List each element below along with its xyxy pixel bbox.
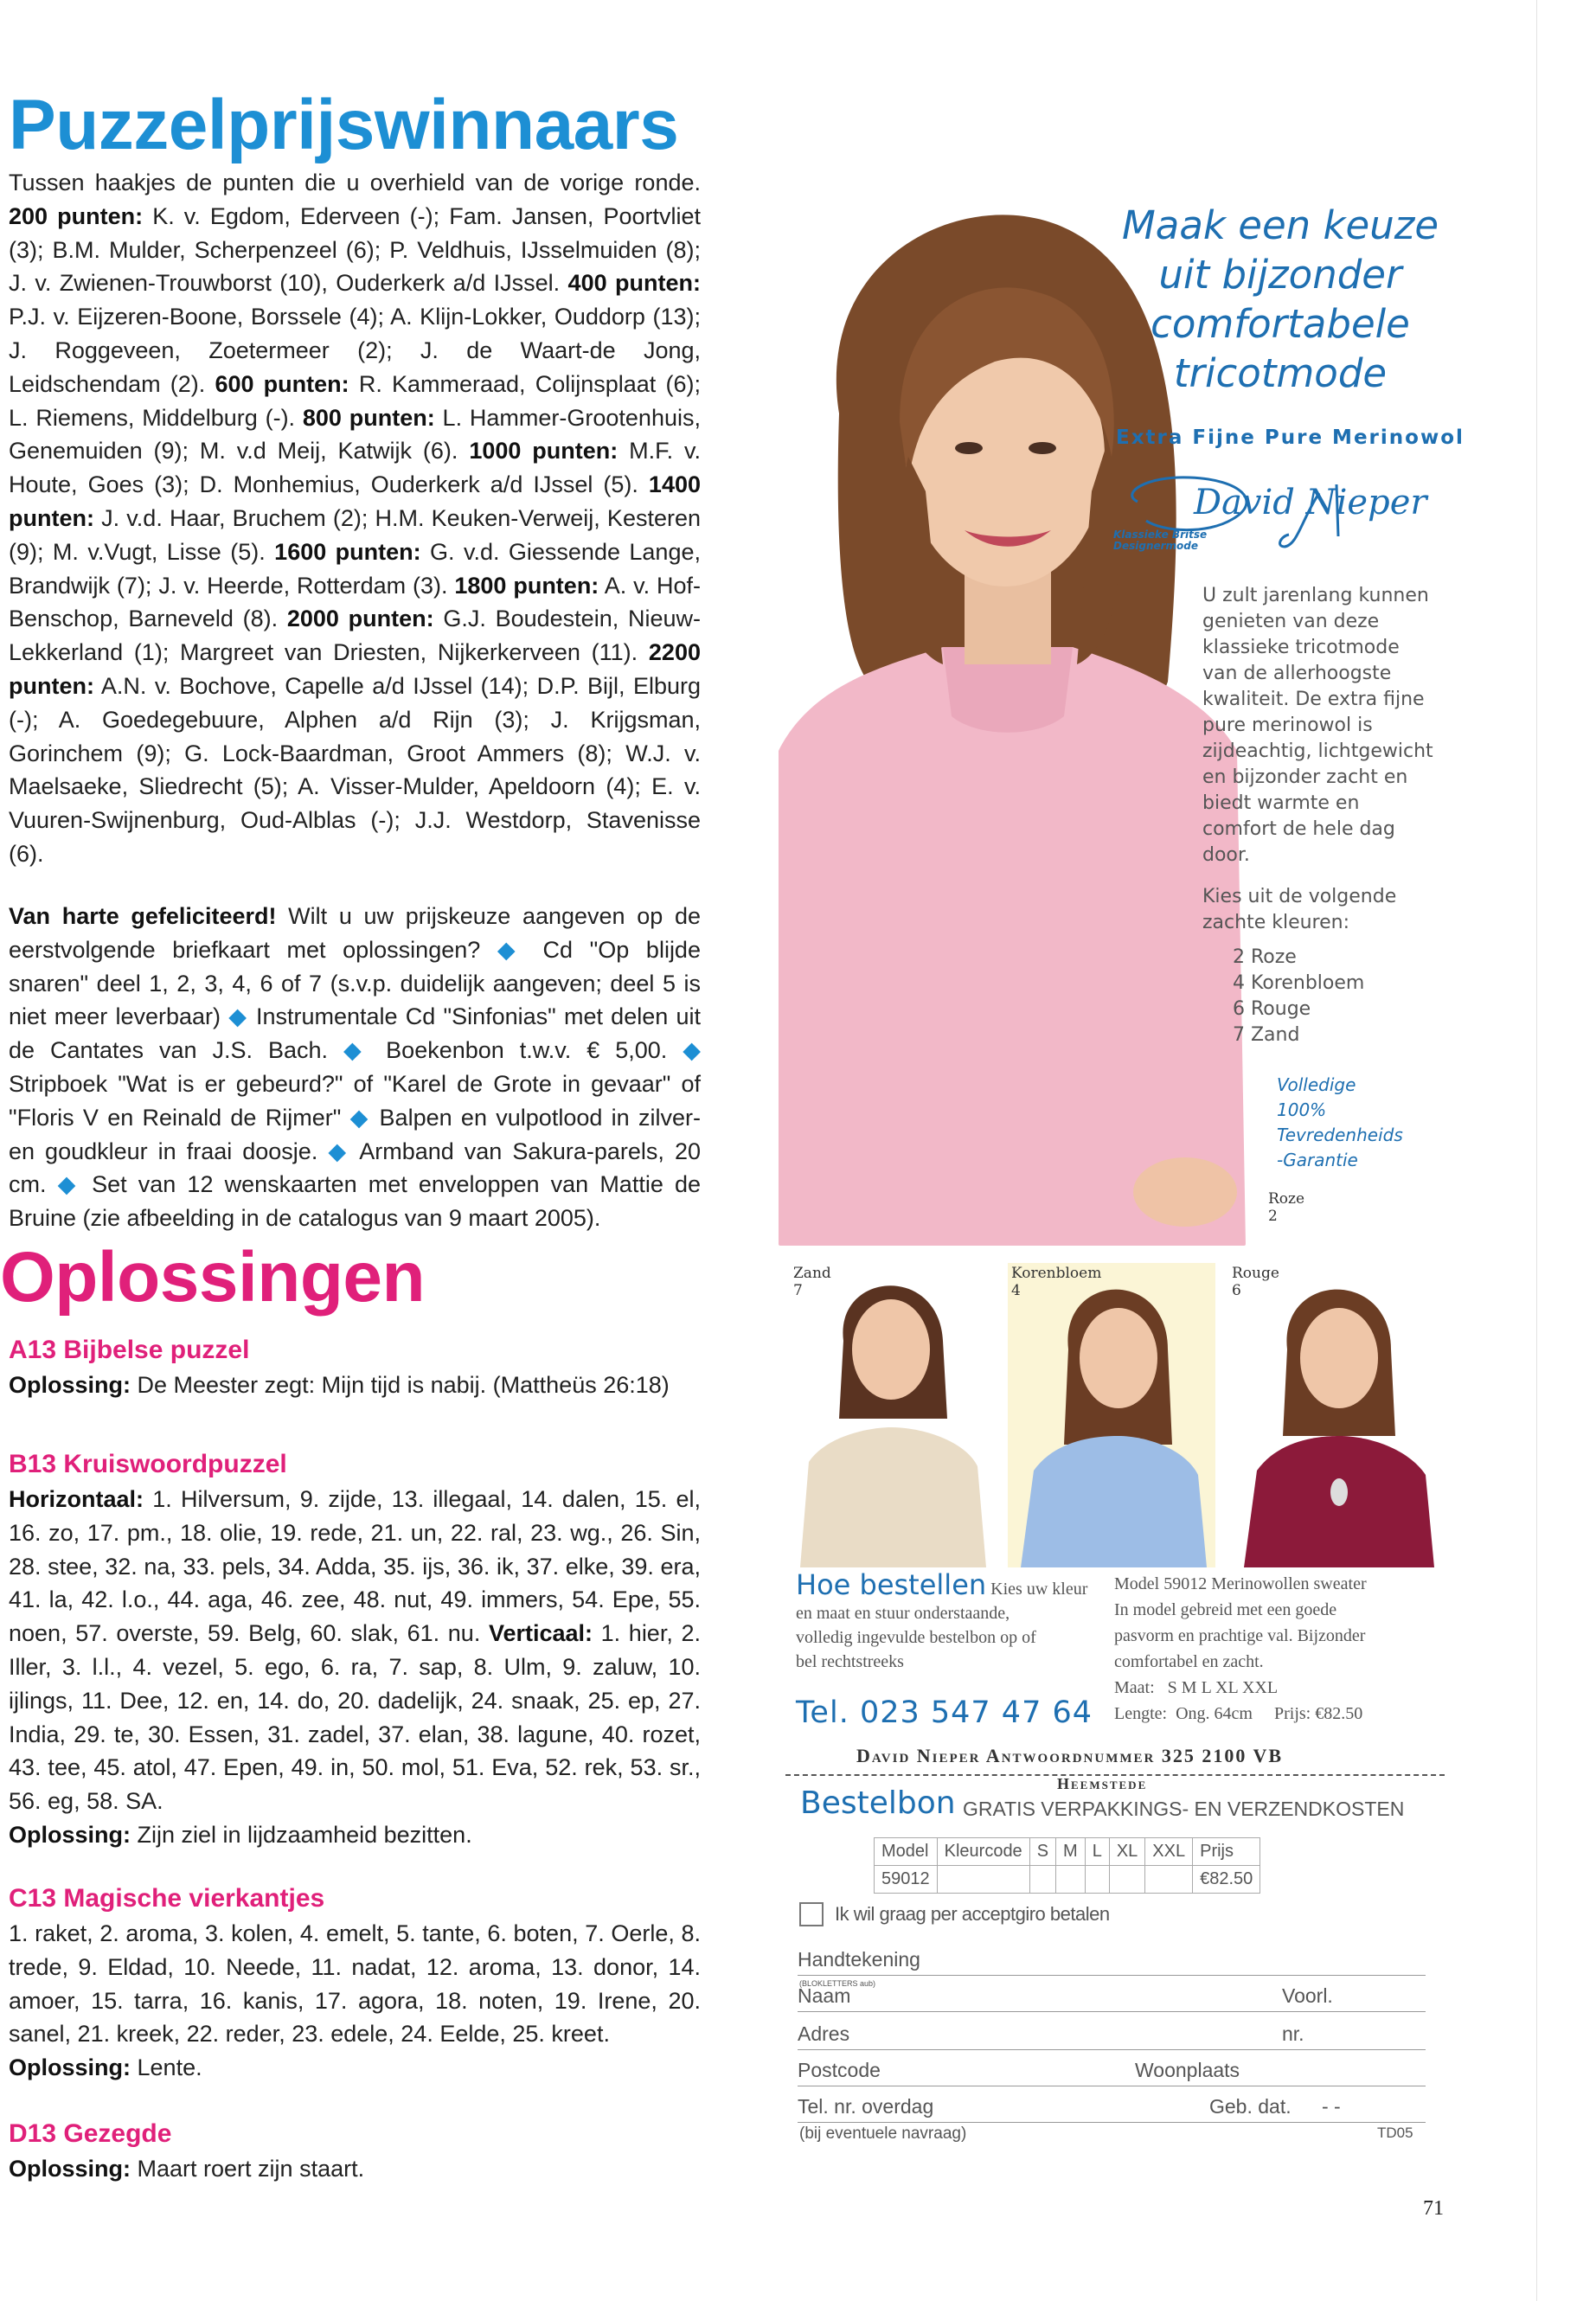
order-table-header-cell: Prijs	[1193, 1838, 1260, 1866]
b13-horizontal-text: 1. Hilversum, 9. zijde, 13. illegaal, 14. dalen, 15. el, 16. zo, 17. pm., 18. olie, 19. rede, 21. un, 22. ral, 23. wg., 26. Sin, 28. stee, 32. na, 33. pels, 34. Adda, 35. ijs, 36. ik, 37. elke, 39. era, 41. la, 42. l.o., 44. aga, 46. zee, 48. nut, 49. immers, 54. Epe, 55. noen, 57. overste, 59. Belg, 60. slak, 61. nu.	[9, 1486, 701, 1647]
initials-label: Voorl.	[1282, 1984, 1333, 2007]
guarantee-4: -Garantie	[1277, 1150, 1358, 1170]
thumb-zand-num: 7	[793, 1282, 803, 1299]
brand-tag-2: Designermode	[1113, 540, 1199, 552]
thumb-korenbloem-label	[1011, 1265, 1101, 1299]
form-code: TD05	[1377, 2125, 1413, 2141]
diamond-icon: ◆	[497, 936, 526, 963]
thumb-rouge-label	[1232, 1265, 1279, 1299]
order-table-header-cell: XL	[1109, 1838, 1144, 1866]
house-number-label: nr.	[1282, 2022, 1304, 2045]
phone-note: (bij eventuele navraag)	[799, 2125, 967, 2143]
dob-label: Geb. dat.	[1209, 2095, 1292, 2118]
c13-solution-label: Oplossing:	[9, 2054, 131, 2081]
winner-points: 400 punten:	[567, 270, 701, 297]
model-text-2: In model gebreid met een goede	[1114, 1600, 1337, 1619]
name-field[interactable]	[798, 1977, 1426, 2012]
d13-label: Oplossing:	[9, 2156, 131, 2182]
thumb-zand-label	[793, 1265, 831, 1299]
solution-b13	[9, 1446, 701, 1852]
solution-a13	[9, 1332, 701, 1402]
reply-city: Heemstede	[1057, 1775, 1148, 1792]
main-label-number: 2	[1268, 1208, 1278, 1225]
model-text-1: Model 59012 Merinowollen sweater	[1114, 1574, 1367, 1593]
headline-line-3: comfortabele	[1151, 301, 1410, 347]
winner-names: A.N. v. Bochove, Capelle a/d IJssel (14); D.P. Bijl, Elburg (-); A. Goedegebuure, Alphen a/d Rijn (3); J. Krijgsman, Gorinchem (9); G. Lock-Baardman, Groot Ammers (8); W.J. v. Maelsaeke, Sliedrecht (5); A. Visser-Mulder, Apeldoorn (4); E. v. Vuuren-Swijnenburg, Oud-Alblas (-); J.J. Westdorp, Stavenisse (6).	[9, 672, 701, 867]
b13-solution-text: Zijn ziel in lijdzaamheid bezitten.	[137, 1821, 472, 1848]
sizes-label: Maat:	[1114, 1678, 1155, 1697]
order-table-header-cell: S	[1029, 1838, 1055, 1866]
winner-names: P.J. v. Eijzeren-Boone, Borssele (4); A. Klijn-Lokker, Ouddorp (13); J. Roggeveen, Zoetermeer (2); J. de Waart-de Jong, Leidschendam (2).	[9, 304, 701, 397]
ad-headline	[1116, 201, 1445, 398]
how-to-order	[796, 1568, 1107, 1674]
color-option: 6 Rouge	[1233, 998, 1311, 1020]
signature-field[interactable]	[798, 1941, 1426, 1976]
winner-points: 200 punten:	[9, 202, 144, 229]
winner-points: 2200 punten:	[9, 639, 701, 699]
order-table-cell[interactable]	[1056, 1866, 1086, 1894]
phone-field[interactable]	[798, 2088, 1426, 2123]
b13-title: B13 Kruiswoordpuzzel	[9, 1450, 287, 1478]
address-field[interactable]	[798, 2016, 1426, 2050]
b13-vertical-text: 1. hier, 2. Iller, 3. l.l., 4. vezel, 5. ego, 6. ra, 7. sap, 8. Ulm, 9. zaluw, 10. ijlings, 11. Dee, 12. en, 14. do, 20. dadelijk, 24. snaak, 25. ep, 27. India, 29. te, 30. Essen, 31. zadel, 37. elan, 38. lagune, 40. rozet, 43. tee, 45. atol, 47. Epen, 49. in, 50. mol, 51. Eva, 52. rek, 53. sr., 56. eg, 58. SA.	[9, 1620, 701, 1815]
order-form-subtitle: GRATIS VERPAKKINGS- EN VERZENDKOSTEN	[963, 1798, 1405, 1820]
b13-vertical-label: Verticaal:	[488, 1620, 593, 1647]
price-value: Prijs: €82.50	[1273, 1704, 1363, 1723]
color-option: 4 Korenbloem	[1233, 972, 1365, 994]
signature-label: Handtekening	[798, 1948, 920, 1971]
c13-text: 1. raket, 2. aroma, 3. kolen, 4. emelt, 5. tante, 6. boten, 7. Oerle, 8. trede, 9. Eldad, 10. Neede, 11. nadat, 12. aroma, 13. donor, 14. amoer, 15. tarra, 16. kanis, 17. agora, 18. noten, 19. Irene, 20. sanel, 21. kreek, 22. reder, 23. edele, 24. Eelde, 25. kreet.	[9, 1920, 701, 2048]
color-options	[1233, 945, 1364, 1048]
ad-body-line: en bijzonder zacht en	[1202, 766, 1408, 788]
a13-text: De Meester zegt: Mijn tijd is nabij. (Mattheüs 26:18)	[137, 1372, 670, 1398]
a13-label: Oplossing:	[9, 1372, 131, 1398]
ad-body-line: klassieke tricotmode	[1202, 637, 1400, 658]
brand-name: David Nieper	[1194, 483, 1427, 522]
winner-names: G. v.d. Giessende Lange, Brandwijk (7); J. v. Heerde, Rotterdam (3).	[9, 538, 701, 599]
order-table-cell: 59012	[875, 1866, 938, 1894]
diamond-icon: ◆	[228, 1003, 248, 1030]
winner-names: L. Hammer-Grootenhuis, Genemuiden (9); M. v.d Meij, Katwijk (6).	[9, 404, 701, 465]
congrats-text	[9, 900, 701, 1235]
winners-text	[9, 166, 701, 871]
order-table-cell: €82.50	[1193, 1866, 1260, 1894]
length-value: Ong. 64cm	[1176, 1704, 1253, 1723]
thumb-rouge-name: Rouge	[1232, 1265, 1279, 1282]
prize-item: Balpen en vulpotlood in zilver- en goudkleur in fraai doosje.	[9, 1104, 701, 1164]
guarantee-3: Tevredenheids	[1277, 1125, 1403, 1145]
colors-intro-2: zachte kleuren:	[1202, 912, 1350, 933]
d13-text: Maart roert zijn staart.	[137, 2156, 365, 2182]
thumb-korenbloem-num: 4	[1011, 1282, 1021, 1299]
prize-item: Cd "Op blijde snaren" deel 1, 2, 3, 4, 6 of 7 (s.v.p. duidelijk aangeven; deel 5 is niet meer leverbaar)	[9, 936, 701, 1030]
thumb-rouge-num: 6	[1232, 1282, 1241, 1299]
prize-item: Set van 12 wenskaarten met enveloppen van Mattie de Bruine (zie afbeelding in de catalogus van 9 maart 2005).	[9, 1171, 701, 1232]
sizes-values: S M L XL XXL	[1167, 1678, 1279, 1697]
prize-item: Armband van Sakura-parels, 20 cm.	[9, 1138, 701, 1198]
brand-tag-1: Klassieke Britse	[1113, 529, 1208, 541]
ad-body-line: comfort de hele dag	[1202, 818, 1395, 840]
winner-points: 800 punten:	[302, 404, 435, 431]
page-title: Puzzelprijswinnaars	[9, 86, 679, 164]
winner-points: 1000 punten:	[469, 438, 619, 465]
headline-line-1: Maak een keuze	[1121, 202, 1439, 248]
diamond-icon: ◆	[328, 1138, 350, 1164]
b13-solution-label: Oplossing:	[9, 1821, 131, 1848]
sizes-row	[1114, 1675, 1367, 1701]
headline-line-4: tricotmode	[1173, 350, 1388, 396]
ad-body-line: pure merinowol is	[1202, 715, 1373, 736]
order-table-cell[interactable]	[1145, 1866, 1193, 1894]
acceptgiro-checkbox[interactable]	[799, 1902, 824, 1926]
prize-item: Stripboek "Wat is er gebeurd?" of "Karel de Grote in gevaar" of "Floris V en Reinald de Rijmer"	[9, 1070, 701, 1131]
postcode-label: Postcode	[798, 2059, 881, 2081]
winner-points: 1400 punten:	[9, 471, 701, 531]
order-table-header-cell: Kleurcode	[937, 1838, 1029, 1866]
model-text-4: comfortabel en zacht.	[1114, 1652, 1264, 1671]
prize-item: Boekenbon t.w.v. € 5,00.	[386, 1037, 668, 1064]
ad-body-copy	[1202, 583, 1433, 868]
postcode-field[interactable]	[798, 2052, 1426, 2086]
ad-body-line: zijdeachtig, lichtgewicht	[1202, 740, 1433, 762]
colors-intro	[1202, 884, 1396, 936]
order-table-header-cell: XXL	[1145, 1838, 1193, 1866]
how-text-4: bel rechtstreeks	[796, 1652, 904, 1671]
diamond-icon: ◆	[57, 1171, 81, 1198]
ad-body-line: U zult jarenlang kunnen	[1202, 585, 1429, 606]
colors-intro-1: Kies uit de volgende	[1202, 886, 1397, 907]
ad-body-line: genieten van deze	[1202, 611, 1380, 632]
model-description	[1114, 1571, 1367, 1727]
winner-names: M.F. v. Houte, Goes (3); D. Monhemius, Ouderkerk a/d IJssel (5).	[9, 438, 701, 498]
ad-body-line: biedt warmte en	[1202, 792, 1360, 814]
congrats-heading: Van harte gefeliciteerd!	[9, 903, 277, 929]
order-table-header	[875, 1838, 1260, 1866]
length-row	[1114, 1701, 1367, 1727]
thumb-korenbloem-photo	[1008, 1263, 1215, 1567]
guarantee-2: 100%	[1277, 1099, 1327, 1120]
winner-points: 600 punten:	[215, 370, 349, 397]
how-text-3: volledig ingevulde bestelbon op of	[796, 1628, 1036, 1647]
main-photo-label	[1268, 1190, 1304, 1225]
winner-points: 2000 punten:	[286, 606, 434, 632]
how-text-2: en maat en stuur onderstaande,	[796, 1604, 1010, 1623]
winner-names: R. Kammeraad, Colijnsplaat (6); L. Riemens, Middelburg (-).	[9, 370, 701, 431]
order-table-row	[875, 1866, 1260, 1894]
a13-title: A13 Bijbelse puzzel	[9, 1336, 250, 1364]
thumb-zand-name: Zand	[793, 1265, 831, 1282]
color-option: 2 Roze	[1233, 946, 1297, 968]
name-label: Naam	[798, 1984, 851, 2007]
page-number: 71	[1423, 2197, 1444, 2220]
diamond-icon: ◆	[343, 1037, 371, 1064]
ad-body-line: door.	[1202, 844, 1250, 866]
thumb-korenbloem-name: Korenbloem	[1011, 1265, 1102, 1282]
order-table-header-cell: Model	[875, 1838, 938, 1866]
solution-c13	[9, 1881, 701, 2085]
length-label: Lengte:	[1114, 1704, 1168, 1723]
how-text-1: Kies uw kleur	[990, 1580, 1088, 1599]
solution-d13	[9, 2116, 701, 2186]
how-title: Hoe bestellen	[796, 1568, 987, 1601]
order-table-cell[interactable]	[1109, 1866, 1144, 1894]
winner-names: K. v. Egdom, Ederveen (-); Fam. Jansen, Poortvliet (3); B.M. Mulder, Scherpenzeel (6); P. Veldhuis, IJsselmuiden (8); J. v. Zwienen-Trouwborst (10), Ouderkerk a/d IJssel.	[9, 202, 701, 297]
c13-solution-text: Lente.	[137, 2054, 202, 2081]
prizes-list	[9, 937, 701, 1231]
phone-label: Tel. nr. overdag	[798, 2095, 934, 2118]
solutions-title: Oplossingen	[0, 1238, 426, 1317]
winners-list	[9, 203, 701, 867]
guarantee-1: Volledige	[1277, 1074, 1356, 1095]
order-table-cell[interactable]	[937, 1866, 1029, 1894]
congrats-body: Wilt u uw prijskeuze aangeven op de eerstvolgende briefkaart met oplossingen?	[9, 903, 701, 963]
ad-body-line: kwaliteit. De extra fijne	[1202, 689, 1425, 710]
thumb-rouge-photo	[1227, 1263, 1443, 1567]
main-label-color: Roze	[1268, 1190, 1305, 1208]
prize-item: Instrumentale Cd "Sinfonias" met delen uit de Cantates van J.S. Bach.	[9, 1003, 701, 1064]
thumb-zand-photo	[792, 1263, 999, 1567]
order-table-cell[interactable]	[1029, 1866, 1055, 1894]
d13-title: D13 Gezegde	[9, 2119, 172, 2148]
diamond-icon: ◆	[349, 1104, 371, 1131]
address-label: Adres	[798, 2022, 850, 2045]
c13-title: C13 Magische vierkantjes	[9, 1884, 325, 1913]
ad-subheadline: Extra Fijne Pure Merinowol	[1116, 426, 1465, 449]
diamond-icon: ◆	[683, 1037, 701, 1064]
brand-tag	[1113, 529, 1207, 552]
thumb-zand	[792, 1263, 999, 1567]
color-option: 7 Zand	[1233, 1024, 1300, 1046]
winner-points: 1600 punten:	[274, 538, 421, 565]
page-edge	[1536, 0, 1537, 2301]
city-label: Woonplaats	[1135, 2059, 1240, 2081]
thumb-rouge	[1227, 1263, 1443, 1567]
guarantee	[1277, 1073, 1403, 1173]
reply-address: David Nieper Antwoordnummer 325 2100 VB	[856, 1745, 1284, 1766]
winner-names: J. v.d. Haar, Bruchem (2); H.M. Keuken-Verweij, Kesteren (9); M. v.Vugt, Lisse (5).	[9, 504, 701, 565]
acceptgiro-label: Ik wil graag per acceptgiro betalen	[835, 1903, 1110, 1925]
order-table-header-cell: L	[1085, 1838, 1109, 1866]
order-table-header-cell: M	[1056, 1838, 1086, 1866]
thumb-korenbloem	[1008, 1263, 1215, 1567]
model-text-3: pasvorm en prachtige val. Bijzonder	[1114, 1626, 1366, 1645]
block-letters-note: (BLOKLETTERS aub)	[799, 1979, 876, 1988]
order-table-cell[interactable]	[1085, 1866, 1109, 1894]
order-form-title: Bestelbon	[800, 1785, 956, 1821]
order-table	[874, 1837, 1260, 1894]
winner-names: G.J. Boudestein, Nieuw-Lekkerland (1); Margreet van Driesten, Nijkerkerveen (11).	[9, 606, 701, 666]
ad-body-line: van de allerhoogste	[1202, 663, 1392, 684]
intro: Tussen haakjes de punten die u overhield van de vorige ronde.	[9, 170, 701, 195]
b13-horizontal-label: Horizontaal:	[9, 1486, 144, 1512]
winner-names: A. v. Hof-Benschop, Barneveld (8).	[9, 572, 701, 632]
dob-separators: - -	[1322, 2095, 1341, 2118]
phone-number[interactable]: Tel. 023 547 47 64	[796, 1695, 1093, 1730]
headline-line-2: uit bijzonder	[1158, 252, 1402, 298]
winner-points: 1800 punten:	[454, 572, 599, 599]
